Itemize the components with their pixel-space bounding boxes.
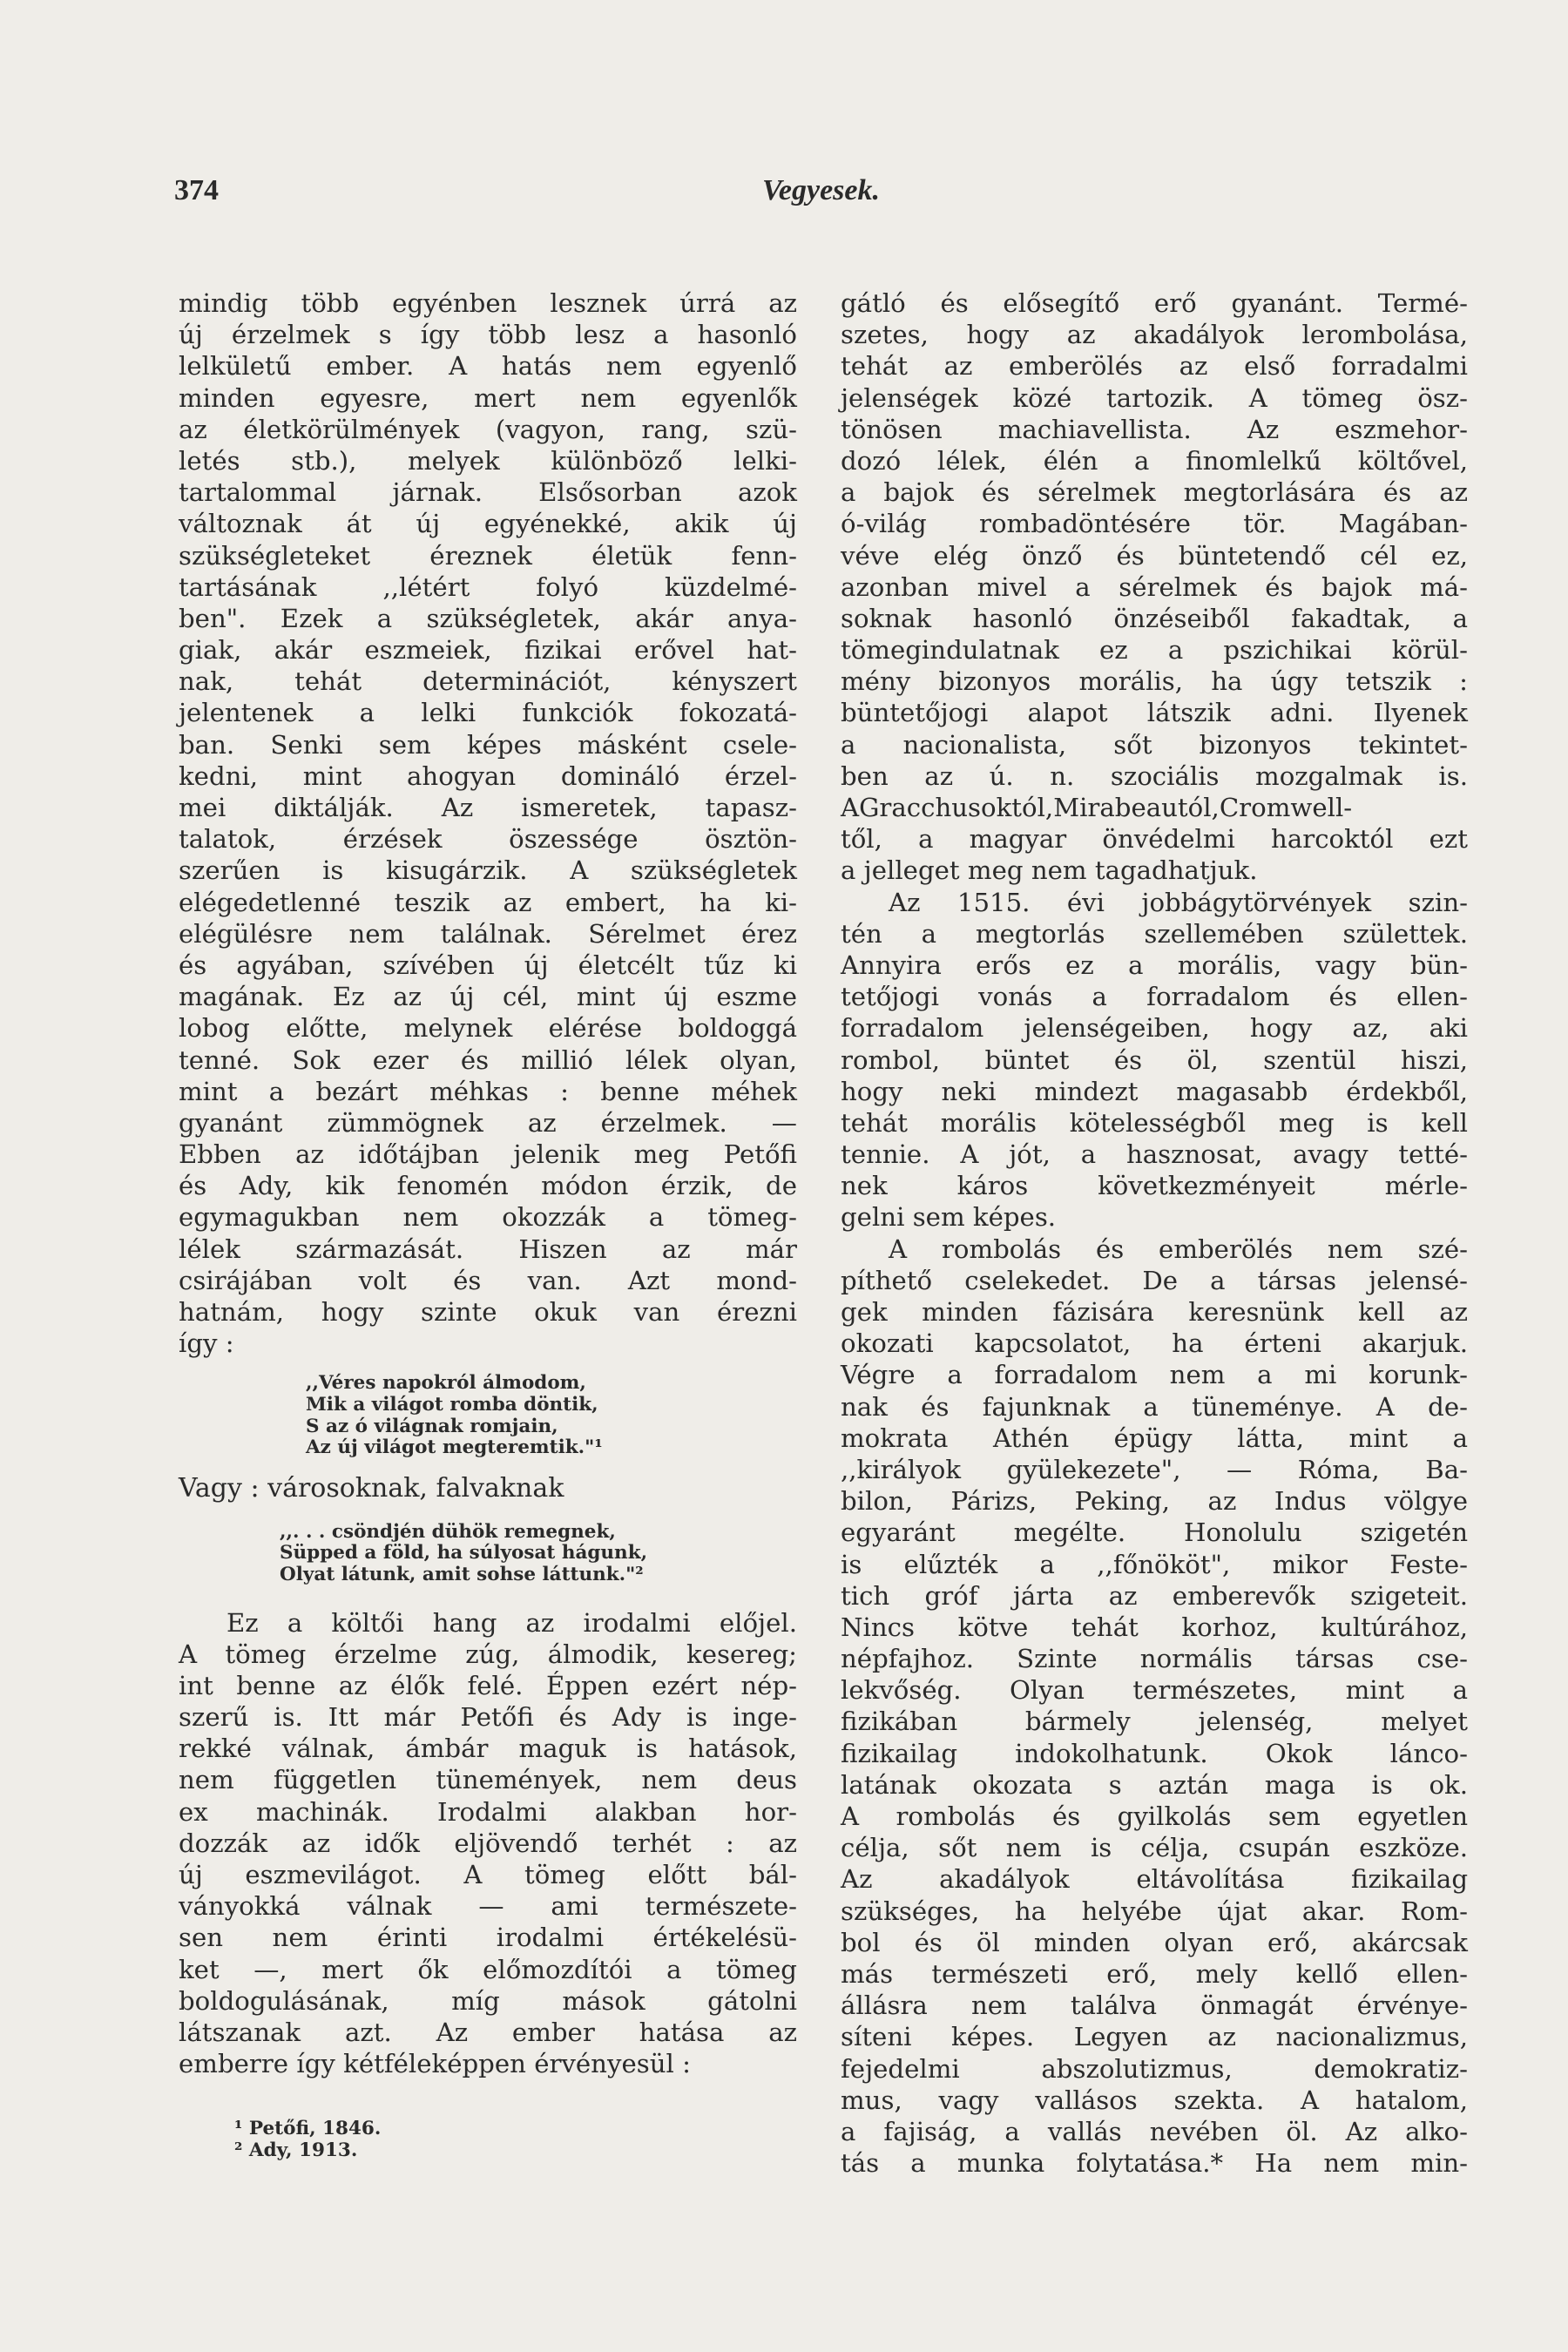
text-line: bol és öl minden olyan erő, akárcsak bbox=[841, 1927, 1468, 1957]
text-line: véve elég önző és büntetendő cél ez, bbox=[841, 540, 1468, 571]
text-line: Az akadályok eltávolítása fizikailag bbox=[841, 1864, 1468, 1895]
poem-line: Süpped a föld, ha súlyosat hágunk, bbox=[280, 1542, 648, 1565]
poem-line: ,,Véres napokról álmodom, bbox=[306, 1372, 586, 1395]
text-line: rombol, büntet és öl, szentül hiszi, bbox=[841, 1044, 1468, 1075]
text-line: más természeti erő, mely kellő ellen- bbox=[841, 1958, 1468, 1989]
text-line: nek káros következményeit mérle- bbox=[841, 1171, 1468, 1201]
text-line: nak, tehát determinációt, kényszert bbox=[179, 666, 797, 697]
text-line: tönösen machiavellista. Az eszmehor- bbox=[841, 414, 1468, 444]
text-line: A rombolás és gyilkolás sem egyetlen bbox=[841, 1801, 1468, 1831]
text-line: síteni képes. Legyen az nacionalizmus, bbox=[841, 2022, 1468, 2052]
text-line: től, a magyar önvédelmi harcoktól ezt bbox=[841, 824, 1468, 855]
text-line: okozati kapcsolatot, ha érteni akarjuk. bbox=[841, 1328, 1468, 1359]
right-column bbox=[841, 287, 1468, 2179]
text-line: ványokká válnak — ami természete- bbox=[179, 1891, 797, 1922]
text-line: Annyira erős ez a morális, vagy bün- bbox=[841, 950, 1468, 980]
text-line: lelkületű ember. A hatás nem egyenlő bbox=[179, 351, 797, 382]
text-line: talatok, érzések öszessége ösztön- bbox=[179, 824, 797, 855]
text-line: giak, akár eszmeiek, fizikai erővel hat- bbox=[179, 635, 797, 666]
text-line: tennie. A jót, a hasznosat, avagy tetté- bbox=[841, 1139, 1468, 1170]
text-line: egymagukban nem okozzák a tömeg- bbox=[179, 1202, 797, 1233]
text-line: mei diktálják. Az ismeretek, tapasz- bbox=[179, 793, 797, 822]
text-line: hatnám, hogy szinte okuk van érezni bbox=[179, 1297, 797, 1327]
paragraph bbox=[841, 287, 1468, 887]
text-line: Ez a költői hang az irodalmi előjel. bbox=[226, 1607, 797, 1638]
text-line: gátló és elősegítő erő gyanánt. Termé- bbox=[841, 288, 1468, 318]
paragraph bbox=[179, 287, 797, 1359]
text-line: szükséges, ha helyébe újat akar. Rom- bbox=[841, 1896, 1468, 1926]
text-line: a nacionalista, sőt bizonyos tekintet- bbox=[841, 729, 1468, 760]
text-line: új eszmevilágot. A tömeg előtt bál- bbox=[179, 1860, 797, 1890]
text-line: állásra nem találva önmagát érvénye- bbox=[841, 1990, 1468, 2021]
text-line: tich gróf járta az emberevők szigeteit. bbox=[841, 1580, 1468, 1611]
footnote: ¹ Petőfi, 1846. bbox=[234, 2118, 382, 2140]
text-line: tenné. Sok ezer és millió lélek olyan, bbox=[179, 1044, 797, 1075]
text-line: szerűen is kisugárzik. A szükségletek bbox=[179, 855, 797, 886]
text-line: ban. Senki sem képes másként csele- bbox=[179, 729, 797, 760]
text-line: a fajiság, a vallás nevében öl. Az alko- bbox=[841, 2116, 1468, 2146]
text-line: célja, sőt nem is célja, csupán eszköze. bbox=[841, 1833, 1468, 1863]
text-line: gyanánt zümmögnek az érzelmek. — bbox=[179, 1107, 797, 1138]
text-line: A rombolás és emberölés nem szé- bbox=[889, 1233, 1468, 1264]
text-line: dozzák az idők eljövendő terhét : az bbox=[179, 1828, 797, 1858]
text-line: mus, vagy vallásos szekta. A hatalom, bbox=[841, 2085, 1468, 2115]
text-line: Nincs kötve tehát korhoz, kultúrához, bbox=[841, 1612, 1468, 1642]
text-line: magának. Ez az új cél, mint új eszme bbox=[179, 982, 797, 1012]
paragraph bbox=[841, 1233, 1468, 2180]
text-line: rekké válnak, ámbár maguk is hatások, bbox=[179, 1734, 797, 1764]
text-line: lobog előtte, melynek elérése boldoggá bbox=[179, 1013, 797, 1044]
text-line: mint a bezárt méhkas : benne méhek bbox=[179, 1076, 797, 1106]
text-line: egyaránt megélte. Honolulu szigetén bbox=[841, 1517, 1468, 1548]
text-line: emberre így kétféleképpen érvényesül : bbox=[179, 2049, 691, 2079]
text-line: az életkörülmények (vagyon, rang, szü- bbox=[179, 414, 797, 444]
text-line: soknak hasonló önzéseiből fakadtak, a bbox=[841, 603, 1468, 633]
text-line: hogy neki mindezt magasabb érdekből, bbox=[841, 1076, 1468, 1106]
paragraph bbox=[179, 1607, 797, 2080]
text-line: tartásának ,,létért folyó küzdelmé- bbox=[179, 571, 797, 602]
text-line: AGracchusoktól,Mirabeautól,Cromwell- bbox=[841, 793, 1353, 822]
poem-quote-2 bbox=[280, 1522, 797, 1586]
text-line: lekvőség. Olyan természetes, mint a bbox=[841, 1675, 1468, 1706]
text-line: sen nem érinti irodalmi értékelésü- bbox=[179, 1923, 797, 1953]
text-line: Az 1515. évi jobbágytörvények szin- bbox=[889, 887, 1468, 917]
text-line: ,,királyok gyülekezete", — Róma, Ba- bbox=[841, 1454, 1468, 1484]
text-line: gek minden fázisára keresnünk kell az bbox=[841, 1297, 1468, 1327]
text-line: a bajok és sérelmek megtorlására és az bbox=[841, 477, 1468, 508]
text-line: tehát morális kötelességből meg is kell bbox=[841, 1107, 1468, 1138]
text-line: nak és fajunknak a tüneménye. A de- bbox=[841, 1391, 1468, 1422]
text-line: lélek származását. Hiszen az már bbox=[179, 1233, 797, 1264]
text-line: tehát az emberölés az első forradalmi bbox=[841, 351, 1468, 382]
text-line: tén a megtorlás szellemében születtek. bbox=[841, 918, 1468, 949]
text-line: ben az ú. n. szociális mozgalmak is. bbox=[841, 760, 1468, 791]
text-line: Végre a forradalom nem a mi korunk- bbox=[841, 1360, 1468, 1390]
text-line: ket —, mert ők előmozdítói a tömeg bbox=[179, 1954, 797, 1984]
text-line: ex machinák. Irodalmi alakban hor- bbox=[179, 1796, 797, 1827]
poem-line: Az új világot megteremtik."¹ bbox=[306, 1436, 603, 1459]
text-line: azonban mivel a sérelmek és bajok má- bbox=[841, 571, 1468, 602]
text-line: így : bbox=[179, 1328, 234, 1359]
text-line: ben". Ezek a szükségletek, akár anya- bbox=[179, 603, 797, 633]
standalone-line: Vagy : városoknak, falvaknak bbox=[179, 1472, 564, 1504]
text-line: tömegindulatnak ez a pszichikai körül- bbox=[841, 635, 1468, 666]
text-line: népfajhoz. Szinte normális társas cse- bbox=[841, 1644, 1468, 1674]
text-line: mindig több egyénben lesznek úrrá az bbox=[179, 288, 797, 318]
text-line: mény bizonyos morális, ha úgy tetszik : bbox=[841, 666, 1468, 697]
running-title: Vegyesek. bbox=[762, 174, 881, 206]
text-line: és agyában, szívében új életcélt tűz ki bbox=[179, 950, 797, 980]
text-line: mokrata Athén épügy látta, mint a bbox=[841, 1423, 1468, 1453]
text-line: elégedetlenné teszik az embert, ha ki- bbox=[179, 887, 797, 917]
text-line: píthető cselekedet. De a társas jelensé- bbox=[841, 1265, 1468, 1295]
text-line: a jelleget meg nem tagadhatjuk. bbox=[841, 855, 1258, 886]
text-line: forradalom jelenségeiben, hogy az, aki bbox=[841, 1013, 1468, 1044]
footnotes bbox=[234, 2118, 797, 2161]
text-line: A tömeg érzelme zúg, álmodik, kesereg; bbox=[179, 1639, 797, 1669]
text-line: nem független tünemények, nem deus bbox=[179, 1765, 797, 1795]
text-line: fejedelmi abszolutizmus, demokratiz- bbox=[841, 2053, 1468, 2084]
text-line: Ebben az időtájban jelenik meg Petőfi bbox=[179, 1139, 797, 1170]
text-line: szerű is. Itt már Petőfi és Ady is inge- bbox=[179, 1702, 797, 1733]
text-line: is elűzték a ,,főnököt", mikor Feste- bbox=[841, 1549, 1468, 1579]
poem-line: Olyat látunk, amit sohse láttunk."² bbox=[280, 1563, 644, 1585]
text-line: és Ady, kik fenomén módon érzik, de bbox=[179, 1171, 797, 1201]
text-line: ó-világ rombadöntésére tör. Magában- bbox=[841, 509, 1468, 539]
paragraph bbox=[841, 887, 1468, 1233]
text-line: tetőjogi vonás a forradalom és ellen- bbox=[841, 982, 1468, 1012]
text-line: minden egyesre, mert nem egyenlők bbox=[179, 382, 797, 413]
text-line: boldogulásának, míg mások gátolni bbox=[179, 1985, 797, 2016]
text-line: jelenségek közé tartozik. A tömeg ösz- bbox=[841, 382, 1468, 413]
text-line: latának okozata s aztán maga is ok. bbox=[841, 1769, 1468, 1800]
text-line: jelentenek a lelki funkciók fokozatá- bbox=[179, 698, 797, 728]
page-number: 374 bbox=[174, 174, 219, 206]
left-column bbox=[179, 287, 797, 2161]
poem-quote-1 bbox=[306, 1373, 797, 1458]
text-line: int benne az élők felé. Éppen ezért nép- bbox=[179, 1670, 797, 1700]
poem-line: Mik a világot romba döntik, bbox=[306, 1393, 598, 1416]
text-line: tás a munka folytatása.* Ha nem min- bbox=[841, 2148, 1468, 2179]
text-line: gelni sem képes. bbox=[841, 1202, 1057, 1233]
text-line: tartalommal járnak. Elsősorban azok bbox=[179, 477, 797, 508]
text-line: szükségleteket éreznek életük fenn- bbox=[179, 540, 797, 571]
footnote: ² Ady, 1913. bbox=[234, 2139, 358, 2162]
text-line: elégülésre nem találnak. Sérelmet érez bbox=[179, 918, 797, 949]
text-line: szetes, hogy az akadályok lerombolása, bbox=[841, 320, 1468, 350]
text-line: csirájában volt és van. Azt mond- bbox=[179, 1265, 797, 1295]
poem-line: ,,. . . csöndjén dühök remegnek, bbox=[280, 1520, 616, 1543]
text-line: változnak át új egyénekké, akik új bbox=[179, 509, 797, 539]
text-line: letés stb.), melyek különböző lelki- bbox=[179, 445, 797, 476]
text-line: kedni, mint ahogyan domináló érzel- bbox=[179, 760, 797, 791]
text-line: új érzelmek s így több lesz a hasonló bbox=[179, 320, 797, 350]
text-line: bilon, Párizs, Peking, az Indus völgye bbox=[841, 1486, 1468, 1517]
text-line: látszanak azt. Az ember hatása az bbox=[179, 2017, 797, 2047]
poem-line: S az ó világnak romjain, bbox=[306, 1415, 558, 1437]
text-line: fizikában bármely jelenség, melyet bbox=[841, 1707, 1468, 1737]
text-line: fizikailag indokolhatunk. Okok lánco- bbox=[841, 1738, 1468, 1768]
text-line: büntetőjogi alapot látszik adni. Ilyenek bbox=[841, 698, 1468, 728]
text-line: dozó lélek, élén a finomlelkű költővel, bbox=[841, 445, 1468, 476]
